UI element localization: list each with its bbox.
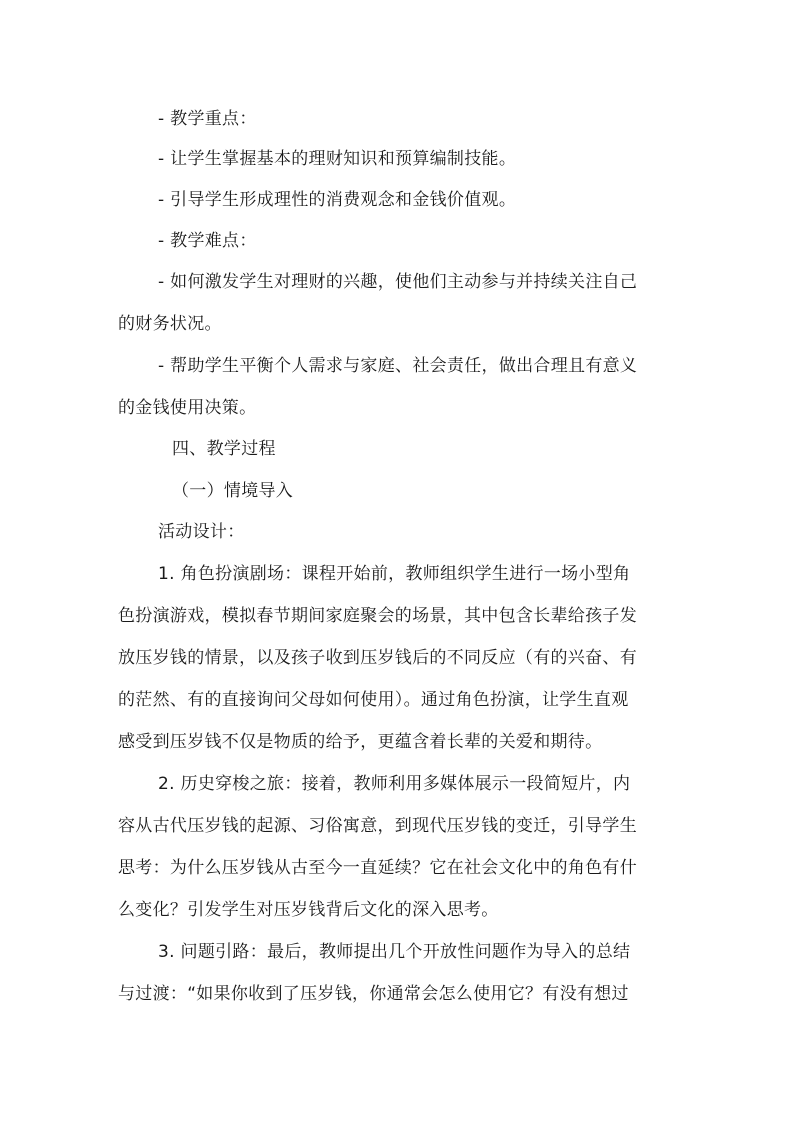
key-point-1: - 让学生掌握基本的理财知识和预算编制技能。 [158, 149, 517, 169]
section-heading: 四、教学过程 [172, 439, 276, 459]
activity-1-line-2: 色扮演游戏，模拟春节期间家庭聚会的场景，其中包含长辈给孩子发 [118, 606, 637, 626]
difficulty-2-line-2: 的金钱使用决策。 [118, 398, 257, 418]
activity-3-line-1: 3. 问题引路：最后，教师提出几个开放性问题作为导入的总结 [158, 942, 631, 962]
activity-1-line-3: 放压岁钱的情景，以及孩子收到压岁钱后的不同反应（有的兴奋、有 [118, 648, 637, 668]
activity-3-line-2: 与过渡：“如果你收到了压岁钱，你通常会怎么使用它？有没有想过 [118, 984, 629, 1004]
activity-2-line-4: 么变化？引发学生对压岁钱背后文化的深入思考。 [118, 900, 499, 920]
subsection-heading: （一）情境导入 [172, 481, 294, 501]
activity-1-line-1: 1. 角色扮演剧场：课程开始前，教师组织学生进行一场小型角 [158, 564, 631, 584]
activity-2-line-1: 2. 历史穿梭之旅：接着，教师利用多媒体展示一段简短片，内 [158, 774, 631, 794]
difficulty-1-line-2: 的财务状况。 [118, 314, 222, 334]
difficulties-heading: - 教学难点： [158, 231, 257, 251]
difficulty-2-line-1: - 帮助学生平衡个人需求与家庭、社会责任，做出合理且有意义 [158, 356, 638, 376]
key-points-heading: - 教学重点： [158, 109, 257, 129]
activity-1-line-5: 感受到压岁钱不仅是物质的给予，更蕴含着长辈的关爱和期待。 [118, 732, 603, 752]
difficulty-1-line-1: - 如何激发学生对理财的兴趣，使他们主动参与并持续关注自己 [158, 272, 638, 292]
activity-2-line-3: 思考：为什么压岁钱从古至今一直延续？它在社会文化中的角色有什 [118, 858, 637, 878]
activity-1-line-4: 的茫然、有的直接询问父母如何使用）。通过角色扮演，让学生直观 [118, 690, 629, 710]
activity-design-label: 活动设计： [158, 522, 245, 542]
activity-2-line-2: 容从古代压岁钱的起源、习俗寓意，到现代压岁钱的变迁，引导学生 [118, 816, 637, 836]
key-point-2: - 引导学生形成理性的消费观念和金钱价值观。 [158, 190, 517, 210]
